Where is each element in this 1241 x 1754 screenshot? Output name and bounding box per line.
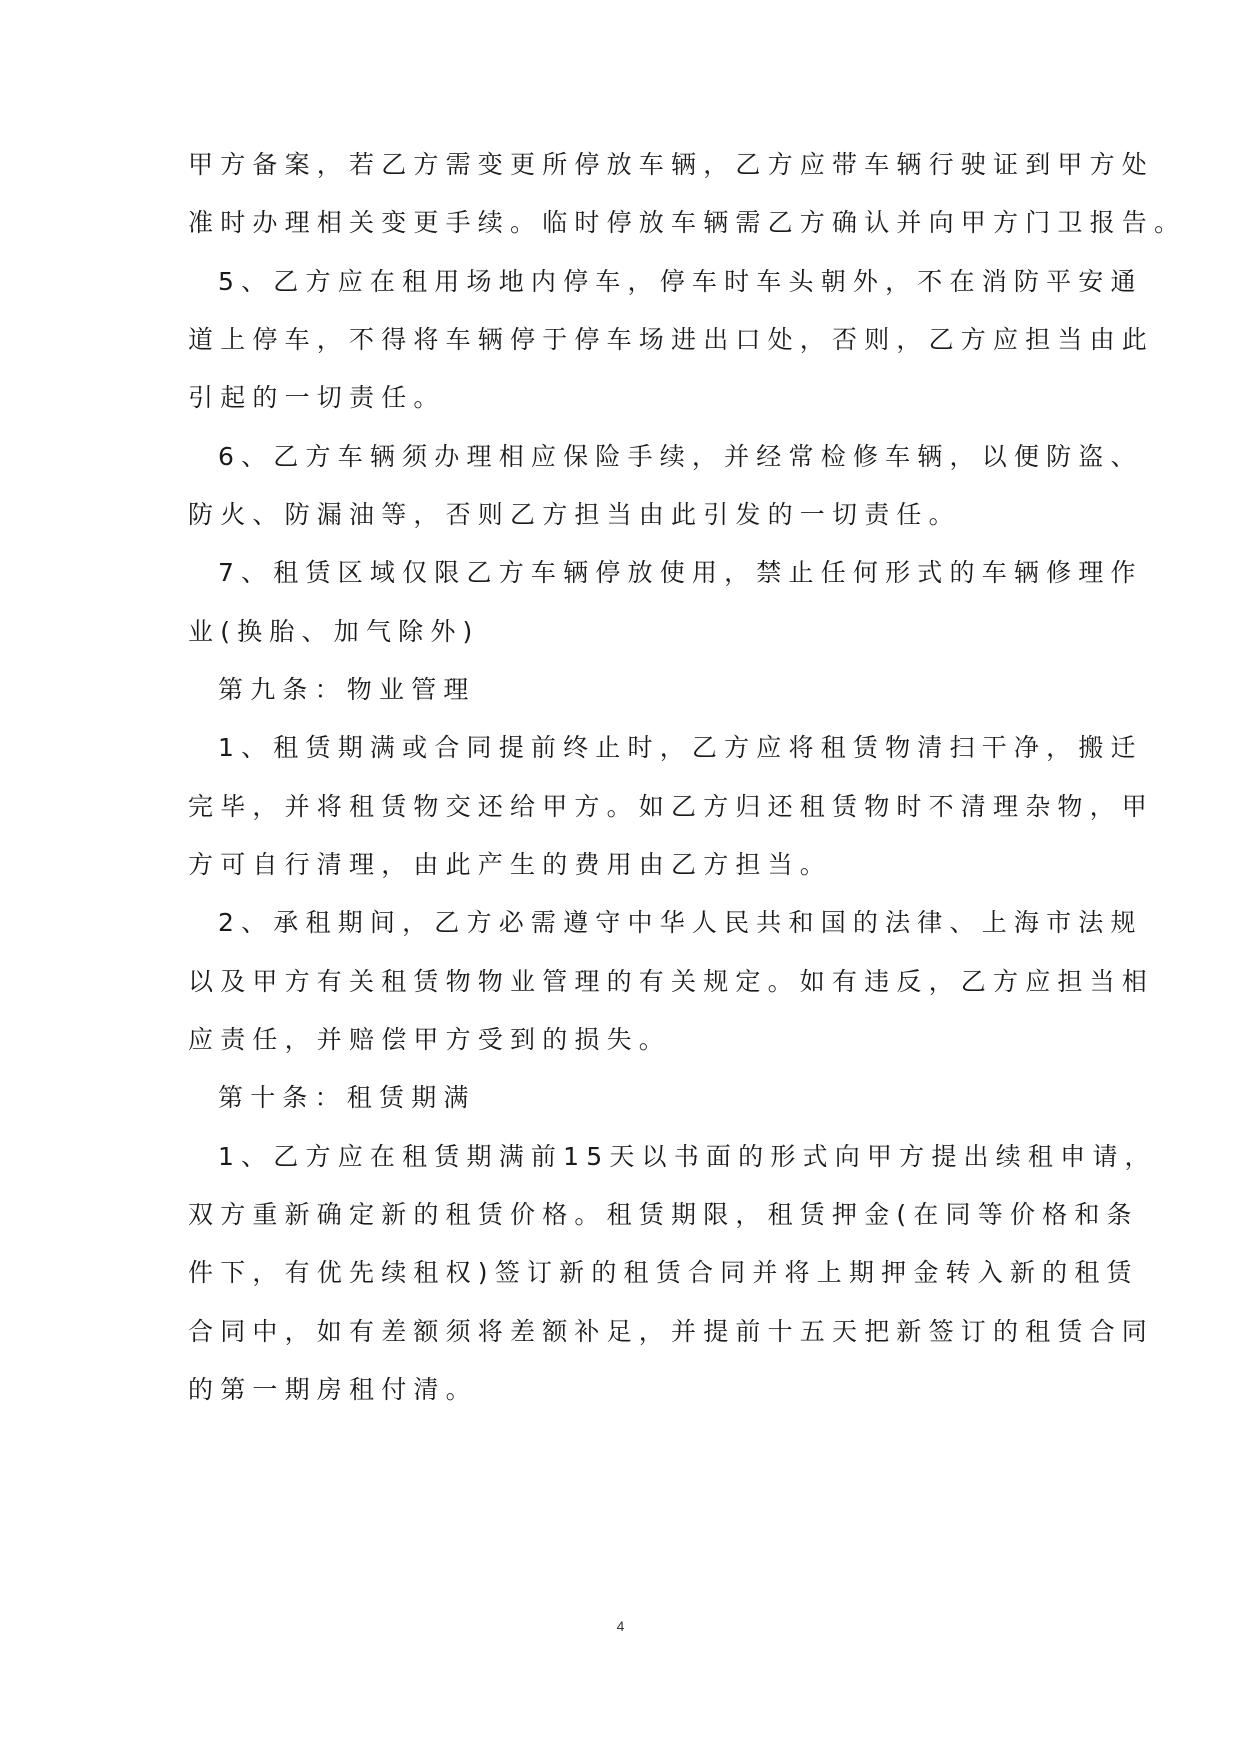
text-line: 方可自行清理，由此产生的费用由乙方担当。: [188, 850, 833, 879]
text-line: 双方重新确定新的租赁价格。租赁期限，租赁押金(在同等价格和条: [188, 1200, 1139, 1229]
text-line: 件下，有优先续租权)签订新的租赁合同并将上期押金转入新的租赁: [188, 1258, 1139, 1287]
section-heading: 第十条：租赁期满: [218, 1083, 476, 1112]
text-line: 合同中，如有差额须将差额补足，并提前十五天把新签订的租赁合同: [188, 1317, 1155, 1346]
text-line: 的第一期房租付清。: [188, 1375, 478, 1404]
text-line: 甲方备案，若乙方需变更所停放车辆，乙方应带车辆行驶证到甲方处: [188, 150, 1155, 179]
text-line: 应责任，并赔偿甲方受到的损失。: [188, 1025, 672, 1054]
page-number: 4: [616, 1618, 625, 1634]
paragraph-start-line: 1、租赁期满或合同提前终止时，乙方应将租赁物清扫干净，搬迁: [218, 733, 1143, 762]
paragraph-start-line: 2、承租期间，乙方必需遵守中华人民共和国的法律、上海市法规: [218, 908, 1143, 937]
paragraph-start-line: 1、乙方应在租赁期满前15天以书面的形式向甲方提出续租申请，: [218, 1142, 1157, 1171]
text-line: 准时办理相关变更手续。临时停放车辆需乙方确认并向甲方门卫报告。: [188, 208, 1187, 237]
section-heading: 第九条：物业管理: [218, 675, 476, 704]
text-line: 完毕，并将租赁物交还给甲方。如乙方归还租赁物时不清理杂物，甲: [188, 792, 1155, 821]
text-line: 引起的一切责任。: [188, 383, 446, 412]
paragraph-start-line: 7、租赁区域仅限乙方车辆停放使用，禁止任何形式的车辆修理作: [218, 558, 1143, 587]
paragraph-start-line: 6、乙方车辆须办理相应保险手续，并经常检修车辆，以便防盗、: [218, 442, 1143, 471]
paragraph-start-line: 5、乙方应在租用场地内停车，停车时车头朝外，不在消防平安通: [218, 267, 1143, 296]
text-line: 道上停车，不得将车辆停于停车场进出口处，否则，乙方应担当由此: [188, 325, 1155, 354]
text-line: 防火、防漏油等，否则乙方担当由此引发的一切责任。: [188, 500, 961, 529]
text-line: 以及甲方有关租赁物物业管理的有关规定。如有违反，乙方应担当相: [188, 967, 1155, 996]
text-line: 业(换胎、加气除外): [188, 617, 480, 646]
